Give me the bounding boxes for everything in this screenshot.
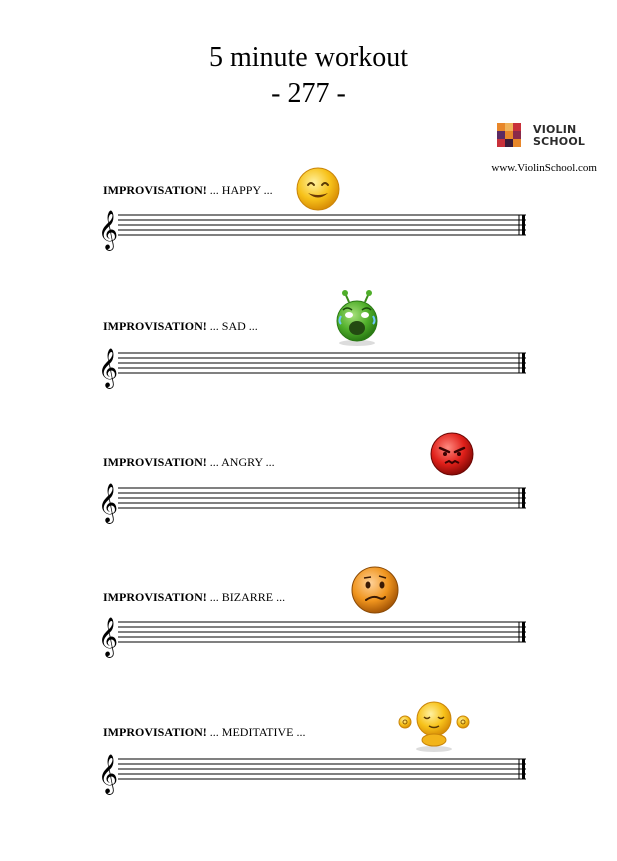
workout-number: - 277 - <box>271 78 346 109</box>
exercise-label <box>103 725 305 739</box>
final-barline <box>522 215 525 235</box>
treble-clef-icon: 𝄞 <box>98 483 119 523</box>
exercise-mood: ... HAPPY ... <box>206 183 273 197</box>
music-staff <box>98 484 528 534</box>
exercise-bizarre <box>0 562 617 682</box>
treble-clef-icon: 𝄞 <box>98 348 119 388</box>
exercise-mood: ... SAD ... <box>206 319 258 333</box>
logo-text <box>533 124 585 148</box>
exercise-label <box>103 319 258 333</box>
meditating-face-icon <box>396 695 472 753</box>
final-barline <box>522 353 525 373</box>
exercise-sad <box>0 285 617 405</box>
violin-school-logo <box>497 121 597 151</box>
final-barline <box>522 759 525 779</box>
exercise-lead: IMPROVISATION! <box>103 590 207 604</box>
treble-clef-icon: 𝄞 <box>98 210 119 250</box>
exercise-lead: IMPROVISATION! <box>103 455 207 469</box>
music-staff <box>98 618 528 668</box>
website-url: www.ViolinSchool.com <box>491 162 597 174</box>
happy-face-icon <box>293 165 343 215</box>
exercise-mood: ... ANGRY ... <box>206 455 275 469</box>
treble-clef-icon: 𝄞 <box>98 754 119 794</box>
exercise-label <box>103 455 275 469</box>
final-barline <box>522 488 525 508</box>
logo-mark-icon <box>497 123 521 147</box>
logo-line-1: VIOLIN <box>533 123 577 136</box>
exercise-lead: IMPROVISATION! <box>103 725 207 739</box>
exercise-happy <box>0 165 617 285</box>
exercise-label <box>103 590 285 604</box>
exercise-lead: IMPROVISATION! <box>103 183 207 197</box>
music-staff <box>98 349 528 399</box>
exercise-label <box>103 183 273 197</box>
exercise-angry <box>0 428 617 548</box>
exercise-mood: ... MEDITATIVE ... <box>206 725 306 739</box>
page-title: 5 minute workout <box>208 42 409 73</box>
exercise-meditative <box>0 695 617 815</box>
exercise-mood: ... BIZARRE ... <box>206 590 286 604</box>
confused-face-icon <box>349 564 401 616</box>
angry-face-icon <box>429 431 475 477</box>
logo-line-2: SCHOOL <box>533 135 586 148</box>
final-barline <box>522 622 525 642</box>
exercise-lead: IMPROVISATION! <box>103 319 207 333</box>
crying-alien-icon <box>331 288 383 348</box>
treble-clef-icon: 𝄞 <box>98 617 119 657</box>
music-staff <box>98 211 528 261</box>
music-staff <box>98 755 528 805</box>
